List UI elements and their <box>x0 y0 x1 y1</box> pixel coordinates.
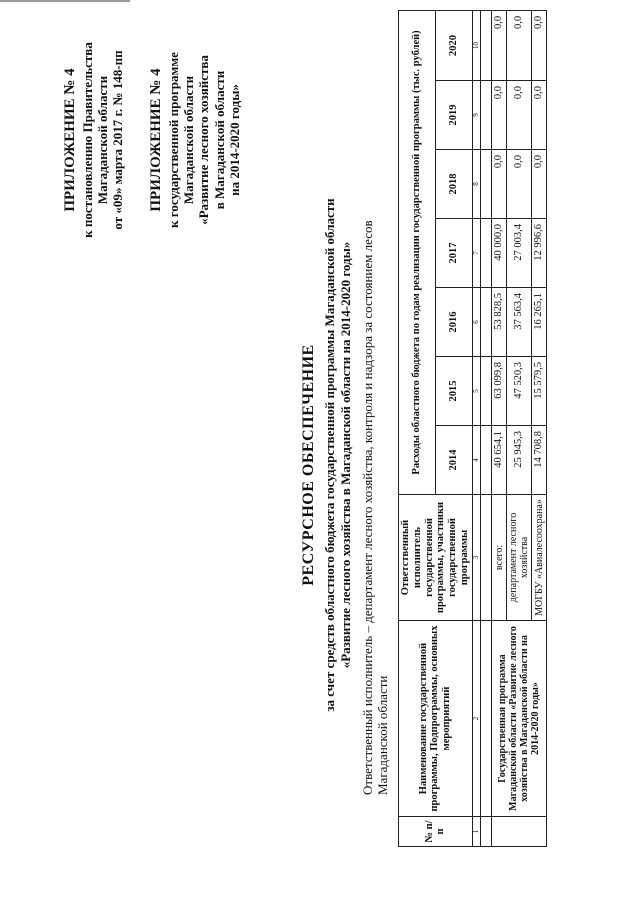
table-header-row <box>399 10 436 846</box>
appendix-line: на 2014-2020 годы» <box>227 84 242 196</box>
value-cell: 12 996,6 <box>532 219 547 288</box>
value-cell: 0,0 <box>532 81 547 150</box>
empty-cell <box>481 426 492 495</box>
value-cell: 0,0 <box>532 150 547 219</box>
empty-cell <box>481 81 492 150</box>
header-year: 2018 <box>435 150 472 219</box>
subtitle-line: за счет средств областного бюджета государственной программы Магаданской области <box>322 198 337 712</box>
value-cell: 27 003,4 <box>507 219 532 288</box>
value-cell: 53 828,5 <box>492 288 507 357</box>
empty-cell <box>481 219 492 288</box>
program-name-cell: Государственная программа Магаданской области «Развитие лесного хозяйства в Магаданской области на 2014-2020 годы» <box>492 621 547 817</box>
value-cell: 0,0 <box>492 10 507 80</box>
column-number: 4 <box>472 426 481 495</box>
empty-cell <box>481 10 492 80</box>
executor-cell: МОГБУ «Авиалесоохрана» <box>532 495 547 621</box>
header-year: 2019 <box>435 81 472 150</box>
header-expenses: Расходы областного бюджета по годам реализации государственной программы (тыс. рублей) <box>399 10 436 494</box>
appendix-heading: ПРИЛОЖЕНИЕ № 4 <box>148 68 164 212</box>
table-row <box>492 10 507 846</box>
value-cell: 47 520,3 <box>507 357 532 426</box>
empty-cell <box>481 495 492 621</box>
appendix-state-program <box>148 25 242 255</box>
header-year: 2015 <box>435 357 472 426</box>
column-number: 5 <box>472 357 481 426</box>
column-number: 1 <box>472 817 481 847</box>
document-subtitle <box>322 125 353 785</box>
resource-table <box>398 10 547 847</box>
value-cell: 40 000,0 <box>492 219 507 288</box>
empty-cell <box>481 357 492 426</box>
program-number-cell <box>492 817 547 847</box>
header-num: № п/п <box>399 817 473 847</box>
appendix-line: к постановлению Правительства <box>79 42 95 238</box>
executor-cell: департамент лесного хозяйства <box>507 495 532 621</box>
appendix-line: Магаданской области <box>95 75 111 205</box>
column-number: 10 <box>472 10 481 80</box>
column-number: 2 <box>472 621 481 817</box>
subtitle-line: «Развитие лесного хозяйства в Магаданской области на 2014-2020 годы» <box>337 241 353 669</box>
responsible-line: Магаданской области <box>375 675 391 795</box>
appendix-line: в Магаданской области <box>211 70 227 210</box>
row-number-cell <box>481 817 492 847</box>
value-cell: 0,0 <box>507 10 532 80</box>
appendix-government-decree <box>62 25 126 255</box>
column-number: 6 <box>472 288 481 357</box>
column-number: 8 <box>472 150 481 219</box>
value-cell: 25 945,3 <box>507 426 532 495</box>
responsible-line: Ответственный исполнитель – департамент лесного хозяйства, контроля и надзора за состоянием лесов <box>360 220 375 795</box>
empty-cell <box>481 150 492 219</box>
header-year: 2016 <box>435 288 472 357</box>
column-number: 9 <box>472 81 481 150</box>
header-year: 2020 <box>435 10 472 80</box>
value-cell: 0,0 <box>507 81 532 150</box>
value-cell: 14 708,8 <box>532 426 547 495</box>
empty-cell <box>481 288 492 357</box>
appendix-line: «Развитие лесного хозяйства <box>196 55 212 225</box>
table-row <box>481 10 492 846</box>
document-title: РЕСУРСНОЕ ОБЕСПЕЧЕНИЕ <box>300 344 317 586</box>
value-cell: 0,0 <box>532 10 547 80</box>
value-cell: 0,0 <box>492 81 507 150</box>
header-executor: Ответственный исполнитель государственной программы, участники государственной программы <box>399 495 473 621</box>
value-cell: 15 579,5 <box>532 357 547 426</box>
value-cell: 0,0 <box>507 150 532 219</box>
appendix-line: Магаданской области <box>181 75 197 205</box>
header-name: Наименование государственной программы, Подпрограммы, основных мероприятий <box>399 621 473 817</box>
responsible-executor-note <box>360 95 391 795</box>
header-year: 2017 <box>435 219 472 288</box>
value-cell: 0,0 <box>492 150 507 219</box>
header-year: 2014 <box>435 426 472 495</box>
value-cell: 63 099,8 <box>492 357 507 426</box>
appendix-heading: ПРИЛОЖЕНИЕ № 4 <box>62 68 78 212</box>
column-number: 7 <box>472 219 481 288</box>
column-number: 3 <box>472 495 481 621</box>
column-number-row <box>472 10 481 846</box>
value-cell: 16 265,1 <box>532 288 547 357</box>
appendix-line: к государственной программе <box>165 52 181 228</box>
value-cell: 40 654,1 <box>492 426 507 495</box>
executor-cell: всего: <box>492 495 507 621</box>
empty-cell <box>481 621 492 817</box>
appendix-line: от «09» марта 2017 г. № 148-пп <box>110 50 126 230</box>
value-cell: 37 563,4 <box>507 288 532 357</box>
